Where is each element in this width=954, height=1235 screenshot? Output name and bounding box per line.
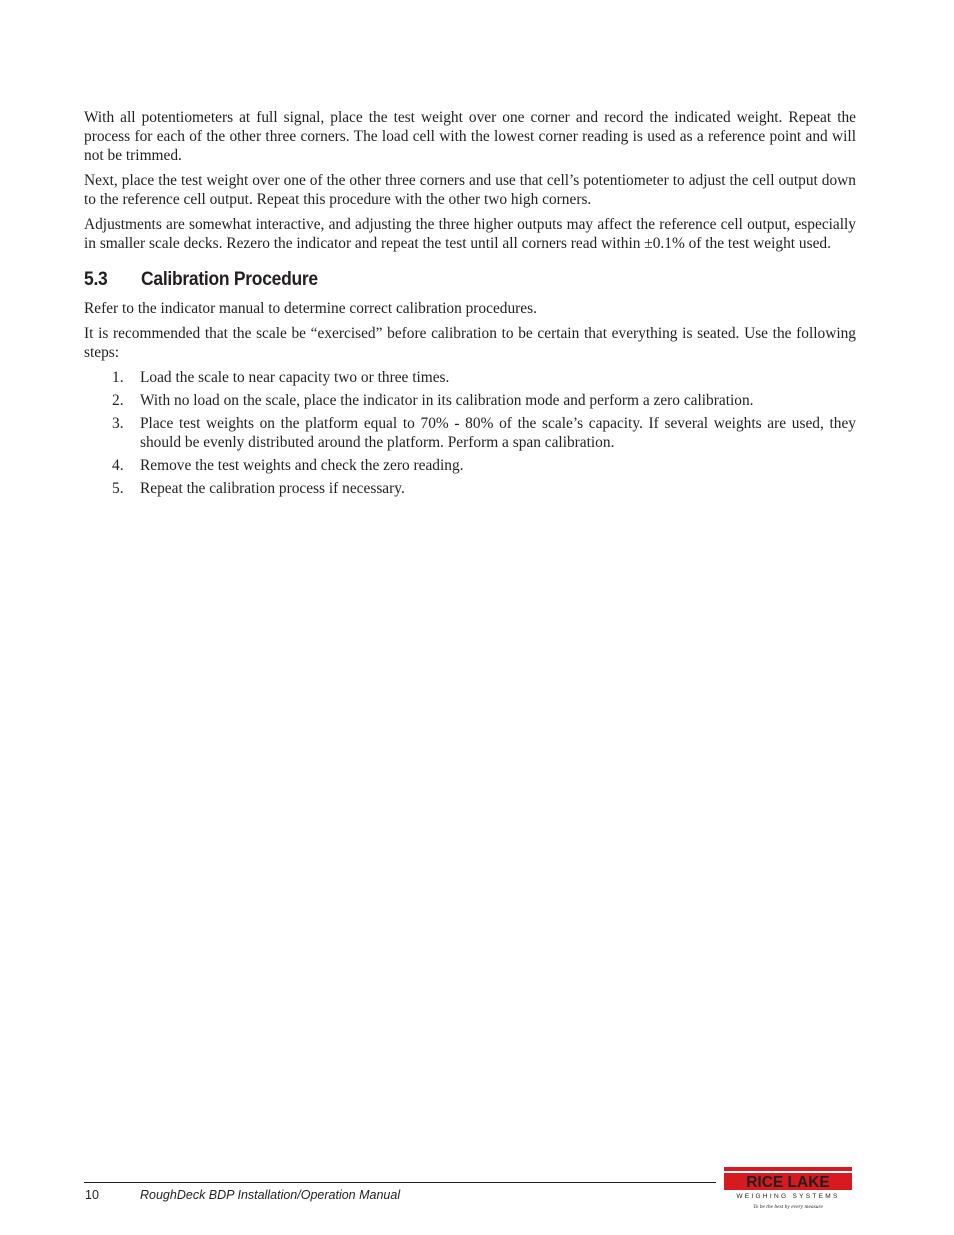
paragraph-adjust-pot: Next, place the test weight over one of the other three corners and use that cell’s potentiometer to adjust the cell output down to the reference cell output. Repeat this procedure with the other two high corners. [84,172,856,208]
step-text: With no load on the scale, place the indicator in its calibration mode and perform a zero calibration. [140,392,754,409]
step-text: Repeat the calibration process if necessary. [140,480,405,497]
logo-name: RICE LAKE [746,1174,830,1191]
step-number: 1. [112,369,124,386]
logo-top-bar [724,1167,852,1171]
step-number: 4. [112,457,124,474]
step-text: Place test weights on the platform equal to 70% - 80% of the scale’s capacity. If several weights are used, they should be evenly distributed around the platform. Perform a span calibration. [140,415,856,451]
paragraph-interactive-adjust: Adjustments are somewhat interactive, and adjusting the three higher outputs may affect the reference cell output, especially in smaller scale decks. Rezero the indicator and repeat the test until all corners read within ±0.1% of the test weight used. [84,216,856,252]
paragraph-refer-manual: Refer to the indicator manual to determine correct calibration procedures. [84,300,537,317]
list-item [84,368,856,387]
logo-tagline: To be the best by every measure [753,1204,823,1210]
section-heading [84,269,794,291]
footer-divider [84,1182,716,1183]
list-item [84,456,856,475]
paragraph-exercise-scale: It is recommended that the scale be “exercised” before calibration to be certain that everything is seated. Use the following steps: [84,325,856,361]
paragraph-corner-test: With all potentiometers at full signal, place the test weight over one corner and record the indicated weight. Repeat the process for each of the other three corners. The load cell with the lowest corner reading is used as a reference point and will not be trimmed. [84,109,856,164]
page-content [84,108,856,502]
rice-lake-logo [724,1167,852,1211]
step-number: 3. [112,415,124,432]
list-item [84,414,856,452]
step-number: 5. [112,480,124,497]
logo-subtitle: WEIGHING SYSTEMS [736,1193,840,1200]
list-item [84,391,856,410]
page-number: 10 [85,1188,99,1202]
section-title: Calibration Procedure [141,269,318,290]
step-number: 2. [112,392,124,409]
step-text: Remove the test weights and check the zero reading. [140,457,464,474]
step-text: Load the scale to near capacity two or three times. [140,369,450,386]
list-item [84,479,856,498]
manual-title: RoughDeck BDP Installation/Operation Manual [140,1188,401,1202]
calibration-steps-list [84,368,856,498]
section-number: 5.3 [84,269,108,290]
